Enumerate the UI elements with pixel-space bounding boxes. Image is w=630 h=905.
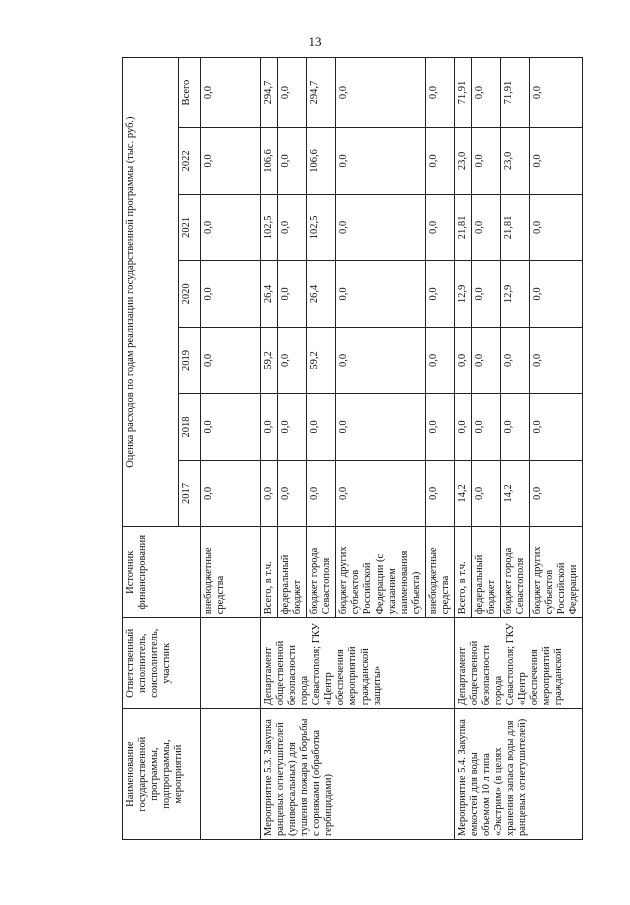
value-cell: 26,4 [307, 261, 336, 328]
header-year: 2021 [179, 194, 201, 261]
value-cell: 0,0 [471, 460, 500, 527]
value-cell: 0,0 [336, 58, 425, 128]
value-cell: 12,9 [501, 261, 530, 328]
header-year: 2017 [179, 460, 201, 527]
header-total: Всего [179, 58, 201, 128]
source-cell: внебюджетные средства [425, 527, 454, 618]
value-cell: 0,0 [307, 394, 336, 461]
value-cell: 294,7 [307, 58, 336, 128]
value-cell: 0,0 [201, 394, 261, 461]
value-cell: 0,0 [530, 394, 583, 461]
value-cell: 0,0 [530, 194, 583, 261]
value-cell: 0,0 [307, 460, 336, 527]
value-cell: 0,0 [278, 261, 307, 328]
value-cell: 0,0 [530, 327, 583, 394]
value-cell: 26,4 [261, 261, 278, 328]
value-cell: 0,0 [425, 394, 454, 461]
measure-name-5-4: Мероприятие 5.4. Закупка емкостей для воды объемом 10 л типа «Экстрим» (в целях хранения запаса воды для ранцевых огнетушителей) [454, 709, 583, 840]
value-cell: 0,0 [278, 194, 307, 261]
value-cell: 14,2 [501, 460, 530, 527]
value-cell: 21,81 [501, 194, 530, 261]
value-cell: 0,0 [201, 261, 261, 328]
table-row [201, 58, 261, 840]
value-cell: 59,2 [307, 327, 336, 394]
table-row [454, 58, 471, 840]
value-cell: 0,0 [425, 194, 454, 261]
value-cell: 0,0 [278, 128, 307, 195]
value-cell: 0,0 [530, 128, 583, 195]
value-cell: 0,0 [501, 327, 530, 394]
value-cell: 0,0 [454, 327, 471, 394]
value-cell: 0,0 [201, 58, 261, 128]
header-estimate: Оценка расходов по годам реализации государственной программы (тыс. руб.) [123, 58, 179, 527]
value-cell: 0,0 [454, 394, 471, 461]
value-cell: 0,0 [471, 394, 500, 461]
header-responsible: Ответственный исполнитель, соисполнитель, участник [123, 618, 201, 709]
source-cell: Всего, в т.ч. [261, 527, 278, 618]
budget-table [122, 57, 583, 840]
source-cell: внебюджетные средства [201, 527, 261, 618]
value-cell: 14,2 [454, 460, 471, 527]
value-cell: 0,0 [201, 128, 261, 195]
value-cell: 0,0 [278, 327, 307, 394]
value-cell: 0,0 [336, 327, 425, 394]
value-cell: 23,0 [501, 128, 530, 195]
value-cell: 106,6 [261, 128, 278, 195]
value-cell: 0,0 [501, 394, 530, 461]
header-year: 2020 [179, 261, 201, 328]
value-cell: 0,0 [530, 58, 583, 128]
value-cell: 0,0 [336, 194, 425, 261]
header-year: 2022 [179, 128, 201, 195]
page-number: 13 [308, 34, 322, 49]
source-cell: бюджет города Севастополя [501, 527, 530, 618]
measure-name-5-3: Мероприятие 5.3. Закупка ранцевых огнетушителей (универсальных) для тушения пожара и борьбы с сорняками (обработка гербицидами) [261, 709, 455, 840]
value-cell: 21,81 [454, 194, 471, 261]
source-cell: Всего, в т.ч. [454, 527, 471, 618]
value-cell: 0,0 [471, 128, 500, 195]
value-cell: 59,2 [261, 327, 278, 394]
value-cell: 0,0 [530, 460, 583, 527]
value-cell: 0,0 [261, 460, 278, 527]
value-cell: 294,7 [261, 58, 278, 128]
rotated-budget-table [122, 57, 617, 840]
responsible-cell-empty [201, 618, 261, 709]
value-cell: 0,0 [425, 460, 454, 527]
responsible-5-4: Департамент общественной безопасности города Севастополя; ГКУ «Центр обеспечения мероприятий гражданской [454, 618, 583, 709]
value-cell: 0,0 [425, 128, 454, 195]
responsible-5-3: Департамент общественной безопасности города Севастополя; ГКУ «Центр обеспечения мероприятий гражданской защиты» [261, 618, 455, 709]
value-cell: 0,0 [201, 460, 261, 527]
value-cell: 0,0 [201, 194, 261, 261]
header-name: Наименование государственной программы, подпрограммы, мероприятий [123, 709, 201, 840]
header-year: 2018 [179, 394, 201, 461]
header-source: Источник финансирования [123, 527, 201, 618]
value-cell: 0,0 [278, 394, 307, 461]
value-cell: 23,0 [454, 128, 471, 195]
value-cell: 102,5 [307, 194, 336, 261]
value-cell: 0,0 [471, 194, 500, 261]
value-cell: 0,0 [336, 261, 425, 328]
source-cell: бюджет других субъектов Российской Федерации [530, 527, 583, 618]
value-cell: 0,0 [425, 58, 454, 128]
source-cell: бюджет города Севастополя [307, 527, 336, 618]
source-cell: федеральный бюджет [471, 527, 500, 618]
value-cell: 0,0 [336, 394, 425, 461]
value-cell: 0,0 [471, 327, 500, 394]
value-cell: 0,0 [278, 460, 307, 527]
value-cell: 0,0 [336, 128, 425, 195]
value-cell: 0,0 [425, 327, 454, 394]
value-cell: 0,0 [278, 58, 307, 128]
source-cell: бюджет других субъектов Российской Федерации (с указанием наименования субъекта) [336, 527, 425, 618]
value-cell: 71,91 [501, 58, 530, 128]
value-cell: 0,0 [425, 261, 454, 328]
value-cell: 0,0 [471, 58, 500, 128]
value-cell: 71,91 [454, 58, 471, 128]
value-cell: 0,0 [261, 394, 278, 461]
header-year: 2019 [179, 327, 201, 394]
value-cell: 0,0 [530, 261, 583, 328]
value-cell: 0,0 [471, 261, 500, 328]
value-cell: 0,0 [201, 327, 261, 394]
value-cell: 106,6 [307, 128, 336, 195]
value-cell: 0,0 [336, 460, 425, 527]
value-cell: 12,9 [454, 261, 471, 328]
value-cell: 102,5 [261, 194, 278, 261]
source-cell: федеральный бюджет [278, 527, 307, 618]
table-row [261, 58, 278, 840]
name-cell-empty [201, 709, 261, 840]
